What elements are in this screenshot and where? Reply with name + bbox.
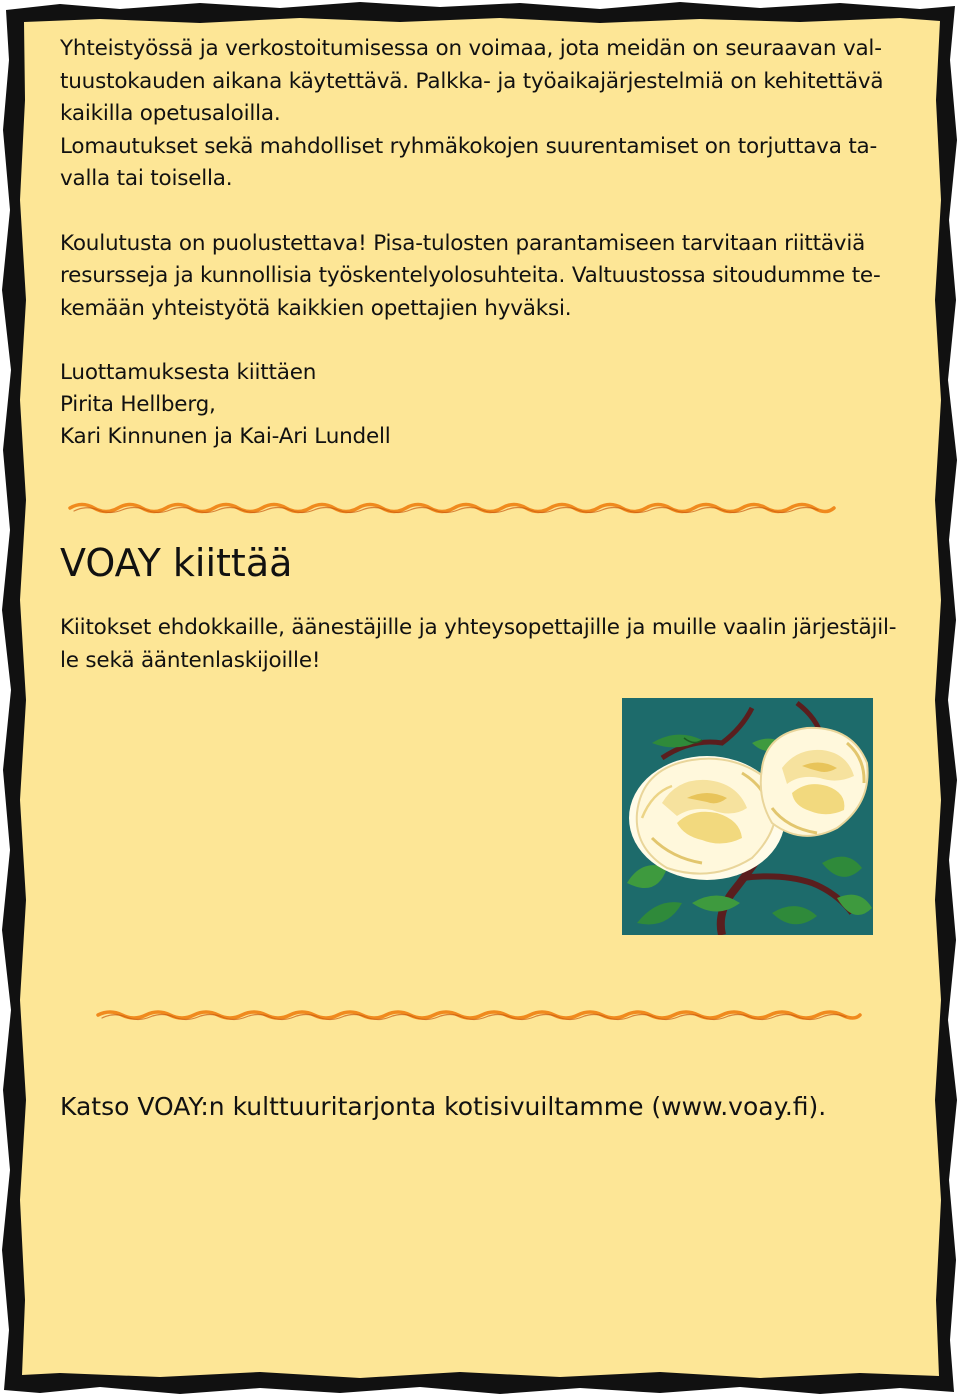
education-line: kemään yhteistyötä kaikkien opettajien hyväksi. [60,296,572,321]
intro-line: kaikilla opetusaloilla. [60,101,281,126]
signer-name: Pirita Hellberg, [60,392,216,417]
closing-phrase: Luottamuksesta kiittäen [60,360,317,385]
thanks-line: le sekä ääntenlaskijoille! [60,648,321,673]
education-line: Koulutusta on puolustettava! Pisa-tulosten parantamiseen tarvitaan riittäviä [60,231,866,256]
wavy-divider-top [68,499,836,515]
intro-line: Yhteistyössä ja verkostoitumisessa on voimaa, jota meidän on seuraavan val- [60,36,882,61]
signer-names: Kari Kinnunen ja Kai-Ari Lundell [60,424,391,449]
intro-line: valla tai toisella. [60,166,233,191]
wavy-divider-bottom [96,1007,862,1023]
thanks-line: Kiitokset ehdokkaille, äänestäjille ja yhteysopettajille ja muille vaalin järjestäjil- [60,615,897,640]
education-line: resursseja ja kunnollisia työskentelyolosuhteita. Valtuustossa sitoudumme te- [60,263,881,288]
intro-line: Lomautukset sekä mahdolliset ryhmäkokojen suurentamiset on torjuttava ta- [60,134,878,159]
intro-line: tuustokauden aikana käytettävä. Palkka- ja työaikajärjestelmiä on kehitettävä [60,69,884,94]
website-note: Katso VOAY:n kulttuuritarjonta kotisivuiltamme (www.voay.fi). [60,1092,827,1121]
white-roses-illustration [622,698,873,935]
thanks-heading: VOAY kiittää [60,541,293,585]
